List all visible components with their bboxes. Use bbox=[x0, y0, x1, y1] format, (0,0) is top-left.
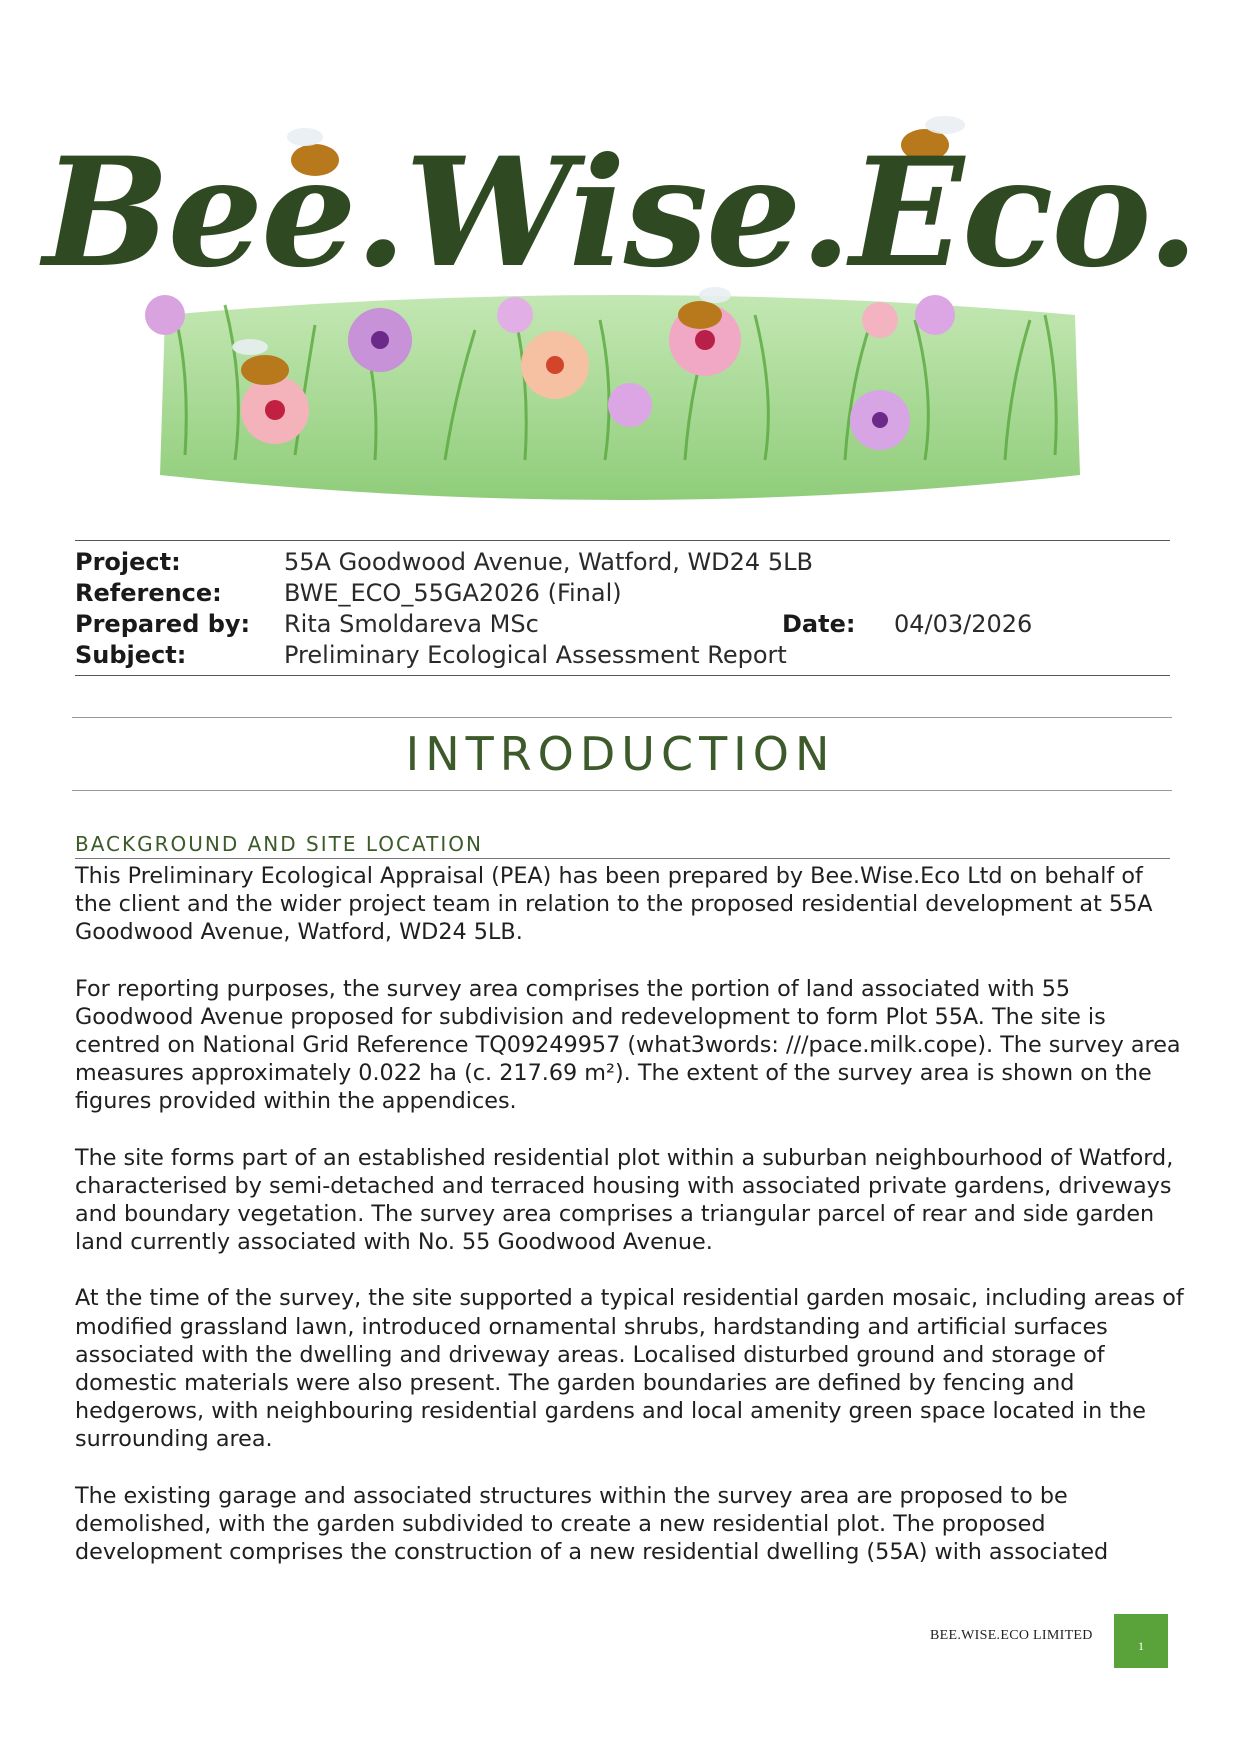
subject-value: Preliminary Ecological Assessment Report bbox=[284, 641, 787, 669]
body-text bbox=[75, 862, 1185, 1594]
section-title: INTRODUCTION bbox=[405, 727, 836, 781]
paragraph: At the time of the survey, the site supported a typical residential garden mosaic, including areas of modified grassland lawn, introduced ornamental shrubs, hardstanding and artificial surfaces associated with the dwelling and driveway areas. Localised disturbed ground and storage of domestic materials were also present. The garden boundaries are defined by fencing and hedgerows, with neighbouring residential gardens and local amenity green space located in the surrounding area. bbox=[75, 1285, 1184, 1453]
document-meta-table bbox=[75, 540, 1170, 676]
prepared-value: Rita Smoldareva MSc bbox=[284, 610, 539, 638]
paragraph: The site forms part of an established residential plot within a suburban neighbourhood of Watford, characterised by semi-detached and terraced housing with associated private gardens, driveways and boundary vegetation. The survey area comprises a triangular parcel of rear and side garden land currently associated with No. 55 Goodwood Avenue. bbox=[75, 1144, 1174, 1256]
subject-label: Subject: bbox=[75, 641, 187, 669]
prepared-label: Prepared by: bbox=[75, 610, 251, 638]
project-label: Project: bbox=[75, 548, 181, 576]
reference-label: Reference: bbox=[75, 579, 222, 607]
meta-row-prepared bbox=[75, 609, 1170, 640]
logo-text: Bee.Wise.Eco. bbox=[42, 125, 1198, 301]
date-value: 04/03/2026 bbox=[894, 610, 1033, 638]
paragraph: For reporting purposes, the survey area comprises the portion of land associated with 55 Goodwood Avenue proposed for subdivision and redevelopment to form Plot 55A. The site is centred on National Grid Reference TQ09249957 (what3words: ///pace.milk.cope). The survey area measures approximately 0.022 ha (c. 217.69 m²). The extent of the survey area is shown on the figures provided within the appendices. bbox=[75, 975, 1181, 1115]
subsection-title: BACKGROUND AND SITE LOCATION bbox=[75, 831, 1170, 859]
meta-row-project bbox=[75, 547, 1170, 578]
paragraph: This Preliminary Ecological Appraisal (PEA) has been prepared by Bee.Wise.Eco Ltd on behalf of the client and the wider project team in relation to the proposed residential development at 55A Goodwood Avenue, Watford, WD24 5LB. bbox=[75, 863, 1153, 946]
meta-row-reference bbox=[75, 578, 1170, 609]
meta-row-subject bbox=[75, 640, 1170, 671]
page-number-badge bbox=[1114, 1614, 1168, 1668]
footer-company-name: BEE.WISE.ECO LIMITED bbox=[930, 1628, 1093, 1643]
company-logo bbox=[42, 115, 1198, 515]
reference-value: BWE_ECO_55GA2026 (Final) bbox=[284, 579, 622, 607]
paragraph: The existing garage and associated structures within the survey area are proposed to be demolished, with the garden subdivided to create a new residential plot. The proposed development comprises the construction of a new residential dwelling (55A) with associated bbox=[75, 1482, 1109, 1566]
section-divider-bottom bbox=[72, 790, 1172, 791]
section-divider-top bbox=[72, 717, 1172, 718]
date-label: Date: bbox=[782, 610, 856, 638]
project-value: 55A Goodwood Avenue, Watford, WD24 5LB bbox=[284, 548, 813, 576]
page-number: 1 bbox=[1138, 1639, 1144, 1653]
